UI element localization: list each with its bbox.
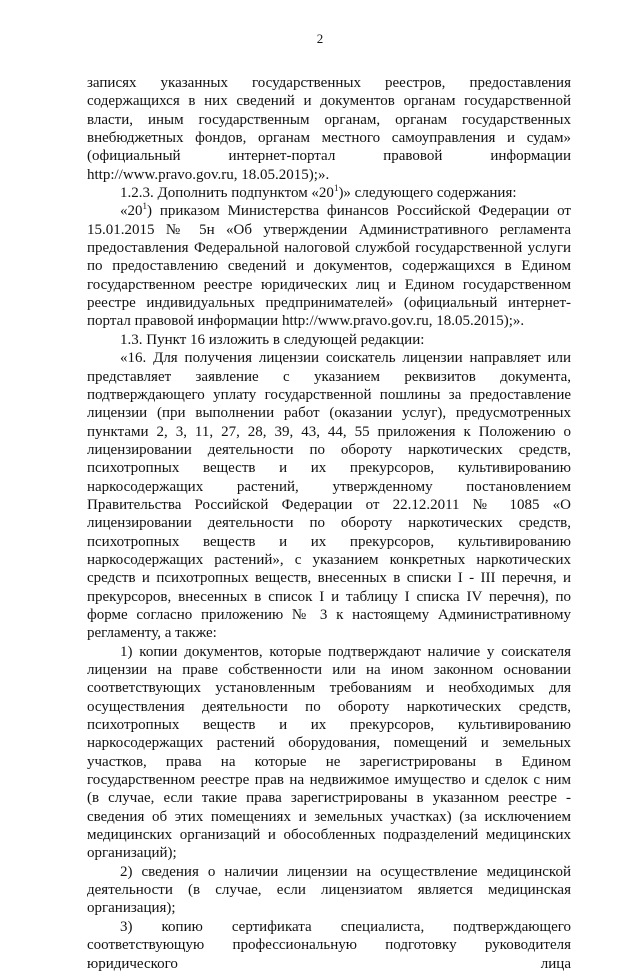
page-number: 2 <box>316 31 324 46</box>
paragraph-subitem-20-1: «$20^1$) приказом Министерства финансов Российской Федерации от 15.01.2015 № 5н «Об утверждении Административного регламента предоставления Федеральной налоговой службой государственной услуги по предоставлению сведений и документов, содержащихся в Едином государственном реестре юридических лиц и Едином государственном реестре индивидуальных предпринимателей» (официальный интернет-портал правовой информации http://www.pravo.gov.ru, 18.05.2015);». <box>87 201 571 330</box>
document-body <box>87 74 571 973</box>
paragraph-continuation: записях указанных государственных реестров, предоставления содержащихся в них сведений и документов органам государственной власти, иным государственным органам, органам государственных внебюджетных фондов, органам местного самоуправления и судам» (официальный интернет-портал правовой информации http://www.pravo.gov.ru, 18.05.2015);». <box>87 75 571 183</box>
paragraph-1-2-3: 1.2.3. Дополнить подпунктом «$20^1$)» следующего содержания: <box>120 183 517 202</box>
paragraph-1-3: 1.3. Пункт 16 изложить в следующей редакции: <box>120 331 425 348</box>
list-item-2: 2) сведения о наличии лицензии на осуществление медицинской деятельности (в случае, если лицензиатом является медицинская организация); <box>87 863 571 917</box>
list-item-3: 3) копию сертификата специалиста, подтверждающего соответствующую профессиональную подготовку руководителя юридического лица <box>87 918 571 972</box>
paragraph-item-16: «16. Для получения лицензии соискатель лицензии направляет или представляет заявление с указанием реквизитов документа, подтверждающего уплату государственной пошлины за предоставление лицензии (при выполнении работ (оказании услуг), предусмотренных пунктами 2, 3, 11, 27, 28, 39, 43, 44, 55 приложения к Положению о лицензировании деятельности по обороту наркотических средств, психотропных веществ и их прекурсоров, культивированию наркосодержащих растений, утвержденному постановлением Правительства Российской Федерации от 22.12.2011 № 1085 «О лицензировании деятельности по обороту наркотических средств, психотропных веществ и их прекурсоров, культивированию наркосодержащих растений», с указанием конкретных наркотических средств и психотропных веществ, внесенных в списки I - III перечня, и прекурсоров, внесенных в список I и таблицу I списка IV перечня), по форме согласно приложению № 3 к настоящему Административному регламенту, а также: <box>87 350 571 642</box>
list-item-1: 1) копии документов, которые подтверждают наличие у соискателя лицензии на праве собственности или на ином законном основании соответствующих установленным требованиям и необходимых для осуществления деятельности по обороту наркотических средств, психотропных веществ и их прекурсоров, культивированию наркосодержащих растений оборудования, помещений и земельных участков, права на которые не зарегистрированы в Едином государственном реестре прав на недвижимое имущество и сделок с ним (в случае, если такие права зарегистрированы в указанном реестре - сведения об этих помещениях и земельных участках) (за исключением медицинских организаций и обособленных подразделений медицинских организаций); <box>87 643 571 862</box>
